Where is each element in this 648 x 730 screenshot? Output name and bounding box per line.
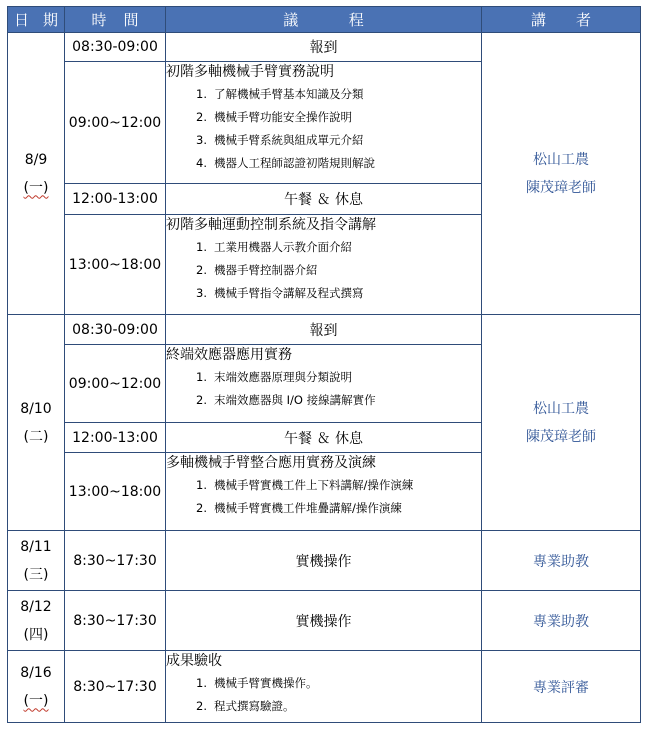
speaker-cell: 專業評審 (482, 651, 641, 723)
agenda-title: 多軸機械手臂整合應用實務及演練 (166, 455, 376, 471)
agenda-title: 實機操作 (166, 591, 482, 651)
agenda-list (166, 474, 481, 520)
agenda-list (166, 83, 481, 175)
header-speaker: 講 者 (482, 7, 641, 33)
speaker-cell: 專業助教 (482, 591, 641, 651)
agenda-cell (166, 62, 482, 184)
schedule-wrapper (7, 6, 641, 723)
table-row (8, 591, 641, 651)
list-item: 1. 末端效應器原理與分類說明 (196, 370, 352, 384)
table-row (8, 315, 641, 345)
list-item: 1. 工業用機器人示教介面介紹 (196, 240, 352, 254)
time-cell: 09:00~12:00 (65, 345, 166, 423)
date-label: 8/9 (24, 151, 48, 168)
list-item: 1. 了解機械手臂基本知識及分類 (196, 87, 364, 101)
agenda-list (166, 236, 481, 305)
date-cell (8, 33, 65, 315)
time-cell: 8:30~17:30 (65, 651, 166, 723)
time-cell: 12:00-13:00 (65, 184, 166, 215)
agenda-title: 初階多軸運動控制系統及指令講解 (166, 217, 376, 233)
table-row (8, 651, 641, 723)
list-item: 4. 機器人工程師認證初階規則解說 (196, 156, 375, 170)
list-item: 1. 機械手臂實機工件上下料講解/操作演練 (196, 478, 414, 492)
time-cell: 08:30-09:00 (65, 315, 166, 345)
schedule-table (7, 6, 641, 723)
list-item: 2. 機器手臂控制器介紹 (196, 263, 318, 277)
speaker-cell (482, 315, 641, 531)
time-cell: 13:00~18:00 (65, 215, 166, 315)
date-cell (8, 591, 65, 651)
agenda-title: 午餐 ＆ 休息 (166, 184, 482, 215)
speaker-cell (482, 33, 641, 315)
agenda-title: 午餐 ＆ 休息 (166, 423, 482, 453)
date-label: 8/16 (20, 664, 52, 681)
header-row (8, 7, 641, 33)
date-cell (8, 315, 65, 531)
time-cell: 09:00~12:00 (65, 62, 166, 184)
date-label: 8/10 (20, 400, 52, 417)
header-date: 日 期 (8, 7, 65, 33)
date-cell (8, 531, 65, 591)
weekday-label: (三) (23, 566, 49, 583)
weekday-label: (一) (23, 692, 49, 709)
header-time: 時 間 (65, 7, 166, 33)
weekday-label: (二) (23, 428, 49, 445)
agenda-list (166, 366, 481, 412)
agenda-title: 成果驗收 (166, 653, 222, 669)
header-agenda: 議 程 (166, 7, 482, 33)
agenda-title: 報到 (166, 315, 482, 345)
list-item: 2. 程式撰寫驗證。 (196, 699, 295, 713)
time-cell: 8:30~17:30 (65, 591, 166, 651)
time-cell: 8:30~17:30 (65, 531, 166, 591)
agenda-title: 報到 (166, 33, 482, 62)
agenda-cell (166, 215, 482, 315)
agenda-list (166, 672, 481, 718)
time-cell: 13:00~18:00 (65, 453, 166, 531)
weekday-label: (四) (23, 626, 49, 643)
date-cell (8, 651, 65, 723)
time-cell: 08:30-09:00 (65, 33, 166, 62)
list-item: 2. 機械手臂功能安全操作說明 (196, 110, 352, 124)
date-label: 8/11 (20, 538, 52, 555)
list-item: 2. 機械手臂實機工件堆疊講解/操作演練 (196, 501, 402, 515)
list-item: 3. 機械手臂指令講解及程式撰寫 (196, 286, 364, 300)
list-item: 2. 末端效應器與 I/O 接線講解實作 (196, 393, 376, 407)
agenda-title: 實機操作 (166, 531, 482, 591)
list-item: 1. 機械手臂實機操作。 (196, 676, 318, 690)
speaker-org: 松山工農 (533, 151, 589, 168)
table-row (8, 33, 641, 62)
speaker-name: 陳茂璋老師 (526, 179, 596, 196)
agenda-cell (166, 345, 482, 423)
agenda-title: 初階多軸機械手臂實務說明 (166, 64, 334, 80)
agenda-cell (166, 651, 482, 723)
agenda-title: 終端效應器應用實務 (166, 347, 292, 363)
date-label: 8/12 (20, 598, 52, 615)
speaker-name: 陳茂璋老師 (526, 428, 596, 445)
weekday-label: (一) (23, 179, 49, 196)
table-row (8, 531, 641, 591)
time-cell: 12:00-13:00 (65, 423, 166, 453)
speaker-org: 松山工農 (533, 400, 589, 417)
speaker-cell: 專業助教 (482, 531, 641, 591)
agenda-cell (166, 453, 482, 531)
list-item: 3. 機械手臂系統與組成單元介紹 (196, 133, 364, 147)
